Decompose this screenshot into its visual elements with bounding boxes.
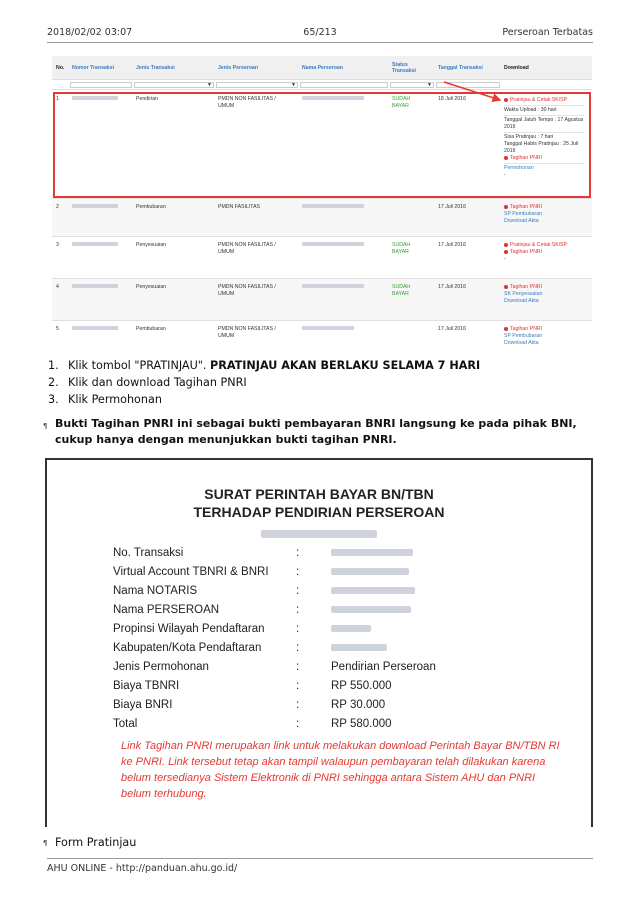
field-colon: :: [296, 547, 300, 559]
field-colon: :: [296, 680, 300, 692]
payment-note: [43, 416, 598, 448]
tagihan-pnri-link[interactable]: Tagihan PNRI: [504, 249, 567, 256]
row-perseroan: PMDN NON FASILITAS / UMUM: [218, 326, 276, 339]
pratinjau-link[interactable]: Pratinjau & Cetak SK/SP: [504, 97, 584, 104]
download-akta-link[interactable]: Download Akta: [504, 340, 539, 346]
row-status: SUDAH BAYAR: [392, 96, 411, 109]
field-colon: :: [296, 699, 300, 711]
step-item: [48, 391, 480, 408]
form-pratinjau-text: Form Pratinjau: [55, 836, 137, 849]
spb-subtitle: TERHADAP PENDIRIAN PERSEROAN: [193, 504, 445, 520]
field-colon: :: [296, 585, 300, 597]
col-jenis-transaksi[interactable]: Jenis Transaksi: [136, 65, 175, 71]
field-label: Jenis Permohonan: [113, 661, 209, 673]
field-colon: :: [296, 566, 300, 578]
row-tanggal: 17 Juli 2016: [438, 284, 466, 290]
field-value: Pendirian Perseroan: [331, 661, 436, 673]
step-emphasis: PRATINJAU AKAN BERLAKU SELAMA 7 HARI: [210, 359, 481, 372]
dash: -: [504, 172, 506, 178]
chevron-down-icon: ▼: [427, 82, 432, 88]
col-download: Download: [504, 65, 529, 71]
redacted-company-name: [47, 525, 591, 543]
field-label: No. Transaksi: [113, 547, 184, 559]
step-item: [48, 374, 480, 391]
header-divider: [47, 42, 593, 43]
tagihan-pnri-link[interactable]: Tagihan PNRI: [504, 284, 542, 291]
dash: -: [504, 256, 506, 262]
field-colon: :: [296, 661, 300, 673]
row-tanggal: 17 Juli 2016: [438, 242, 466, 248]
field-label: Nama NOTARIS: [113, 585, 198, 597]
print-timestamp: 2018/02/02 03:07: [47, 27, 133, 38]
field-label: Total: [113, 718, 138, 730]
transaction-table-screenshot: [52, 56, 592, 346]
sp-pembubaran-link[interactable]: SP Pembubaran: [504, 333, 542, 339]
form-pratinjau-bullet: [43, 836, 136, 849]
field-value: RP 30.000: [331, 699, 386, 711]
step-text: Klik tombol "PRATINJAU".: [68, 359, 211, 372]
step-text: Klik Permohonan: [68, 393, 162, 406]
row-jenis: Penyesuaian: [136, 284, 166, 290]
tagihan-pnri-link[interactable]: Tagihan PNRI: [504, 326, 542, 333]
download-akta-link[interactable]: Download Akta: [504, 298, 539, 304]
field-value: RP 550.000: [331, 680, 392, 692]
page-footer: AHU ONLINE - http://panduan.ahu.go.id/: [47, 863, 238, 874]
row-status: SUDAH BAYAR: [392, 284, 411, 297]
payment-order-screenshot: [45, 458, 593, 827]
chevron-down-icon: ▼: [207, 82, 212, 88]
col-tanggal-transaksi[interactable]: Tanggal Transaksi: [438, 65, 483, 71]
field-label: Propinsi Wilayah Pendaftaran: [113, 623, 265, 635]
download-akta-link[interactable]: Download Akta: [504, 218, 539, 224]
due-date-info: Tanggal Jatuh Tempo : 17 Agustus 2016: [504, 117, 584, 130]
instruction-steps: [48, 357, 480, 408]
step-number: 3.: [48, 393, 59, 406]
col-status-transaksi[interactable]: Status Transaksi: [392, 62, 416, 74]
field-label: Virtual Account TBNRI & BNRI: [113, 566, 269, 578]
bullet-icon: ¶: [43, 422, 48, 430]
field-label: Kabupaten/Kota Pendaftaran: [113, 642, 262, 654]
row-perseroan: PMDN NON FASILITAS / UMUM: [218, 284, 276, 297]
redacted-value: [331, 547, 413, 559]
row-no: 1: [56, 96, 59, 102]
chevron-down-icon: ▼: [291, 82, 296, 88]
field-label: Biaya TBNRI: [113, 680, 180, 692]
field-colon: :: [296, 604, 300, 616]
row-status: SUDAH BAYAR: [392, 242, 411, 255]
col-no: No.: [56, 65, 65, 71]
redacted-value: [331, 566, 409, 578]
sp-pembubaran-link[interactable]: SP Pembubaran: [504, 211, 542, 217]
row-no: 4: [56, 284, 59, 290]
page-number: 65/213: [303, 27, 337, 38]
permohonan-link[interactable]: Permohonan: [504, 165, 534, 171]
bullet-icon: ¶: [43, 839, 48, 847]
redacted-value: [331, 604, 411, 616]
pointer-arrow-icon: [52, 56, 592, 346]
field-label: Nama PERSEROAN: [113, 604, 220, 616]
step-item: [48, 357, 480, 374]
pratinjau-link[interactable]: Pratinjau & Cetak SK/SP: [504, 242, 567, 249]
row-jenis: Pembubaran: [136, 204, 166, 210]
sk-penyesuaian-link[interactable]: SK Penyesuaian: [504, 291, 543, 297]
tagihan-pnri-link[interactable]: Tagihan PNRI: [504, 204, 542, 211]
pnri-link-note: Link Tagihan PNRI merupakan link untuk melakukan download Perintah Bayar BN/TBN RI ke PNRI. Link tersebut tetap akan tampil walaupun pembayaran telah dilakukan karena belum tersedianya Sistem Elektronik di PNRI sehingga antara Sistem AHU dan PNRI belum terhubung.: [121, 740, 560, 800]
field-colon: :: [296, 642, 300, 654]
row-perseroan: PMDN NON FASILITAS / UMUM: [218, 96, 276, 109]
step-number: 1.: [48, 359, 59, 372]
row-tanggal: 17 Juli 2016: [438, 326, 466, 332]
col-jenis-perseroan[interactable]: Jenis Perseroan: [218, 65, 259, 71]
row-jenis: Penyesuaian: [136, 242, 166, 248]
footer-divider: [47, 858, 593, 859]
row-tanggal: 17 Juli 2016: [438, 204, 466, 210]
row-no: 2: [56, 204, 59, 210]
field-label: Biaya BNRI: [113, 699, 173, 711]
payment-note-text: Bukti Tagihan PNRI ini sebagai bukti pembayaran BNRI langsung ke pada pihak BNI, cukup hanya dengan menunjukkan bukti tagihan PNRI.: [55, 417, 577, 446]
spb-title: SURAT PERINTAH BAYAR BN/TBN: [204, 486, 434, 502]
row-jenis: Pendirian: [136, 96, 158, 102]
col-nama-perseroan[interactable]: Nama Perseroan: [302, 65, 343, 71]
upload-info: Waktu Upload : 30 hari: [504, 107, 557, 113]
redacted-value: [331, 623, 371, 635]
field-value: RP 580.000: [331, 718, 392, 730]
field-colon: :: [296, 623, 300, 635]
field-colon: :: [296, 718, 300, 730]
row-perseroan: PMDN NON FASILITAS / UMUM: [218, 242, 276, 255]
step-number: 2.: [48, 376, 59, 389]
row-perseroan: PMDN FASILITAS: [218, 204, 260, 210]
preview-expiry-info: Tanggal Habis Pratinjau : 25 Juli 2016: [504, 141, 579, 154]
row-tanggal: 18 Juli 2016: [438, 96, 466, 102]
row-no: 3: [56, 242, 59, 248]
row-jenis: Pembubaran: [136, 326, 166, 332]
step-text: Klik dan download Tagihan PNRI: [68, 376, 247, 389]
tagihan-pnri-link[interactable]: Tagihan PNRI: [504, 155, 584, 162]
redacted-value: [331, 585, 415, 597]
section-title: Perseroan Terbatas: [502, 27, 593, 38]
row-no: 5: [56, 326, 59, 332]
redacted-value: [331, 642, 387, 654]
remaining-preview-info: Sisa Pratinjau : 7 hari: [504, 134, 554, 140]
col-nomor-transaksi[interactable]: Nomor Transaksi: [72, 65, 115, 71]
page-header: [47, 27, 593, 41]
